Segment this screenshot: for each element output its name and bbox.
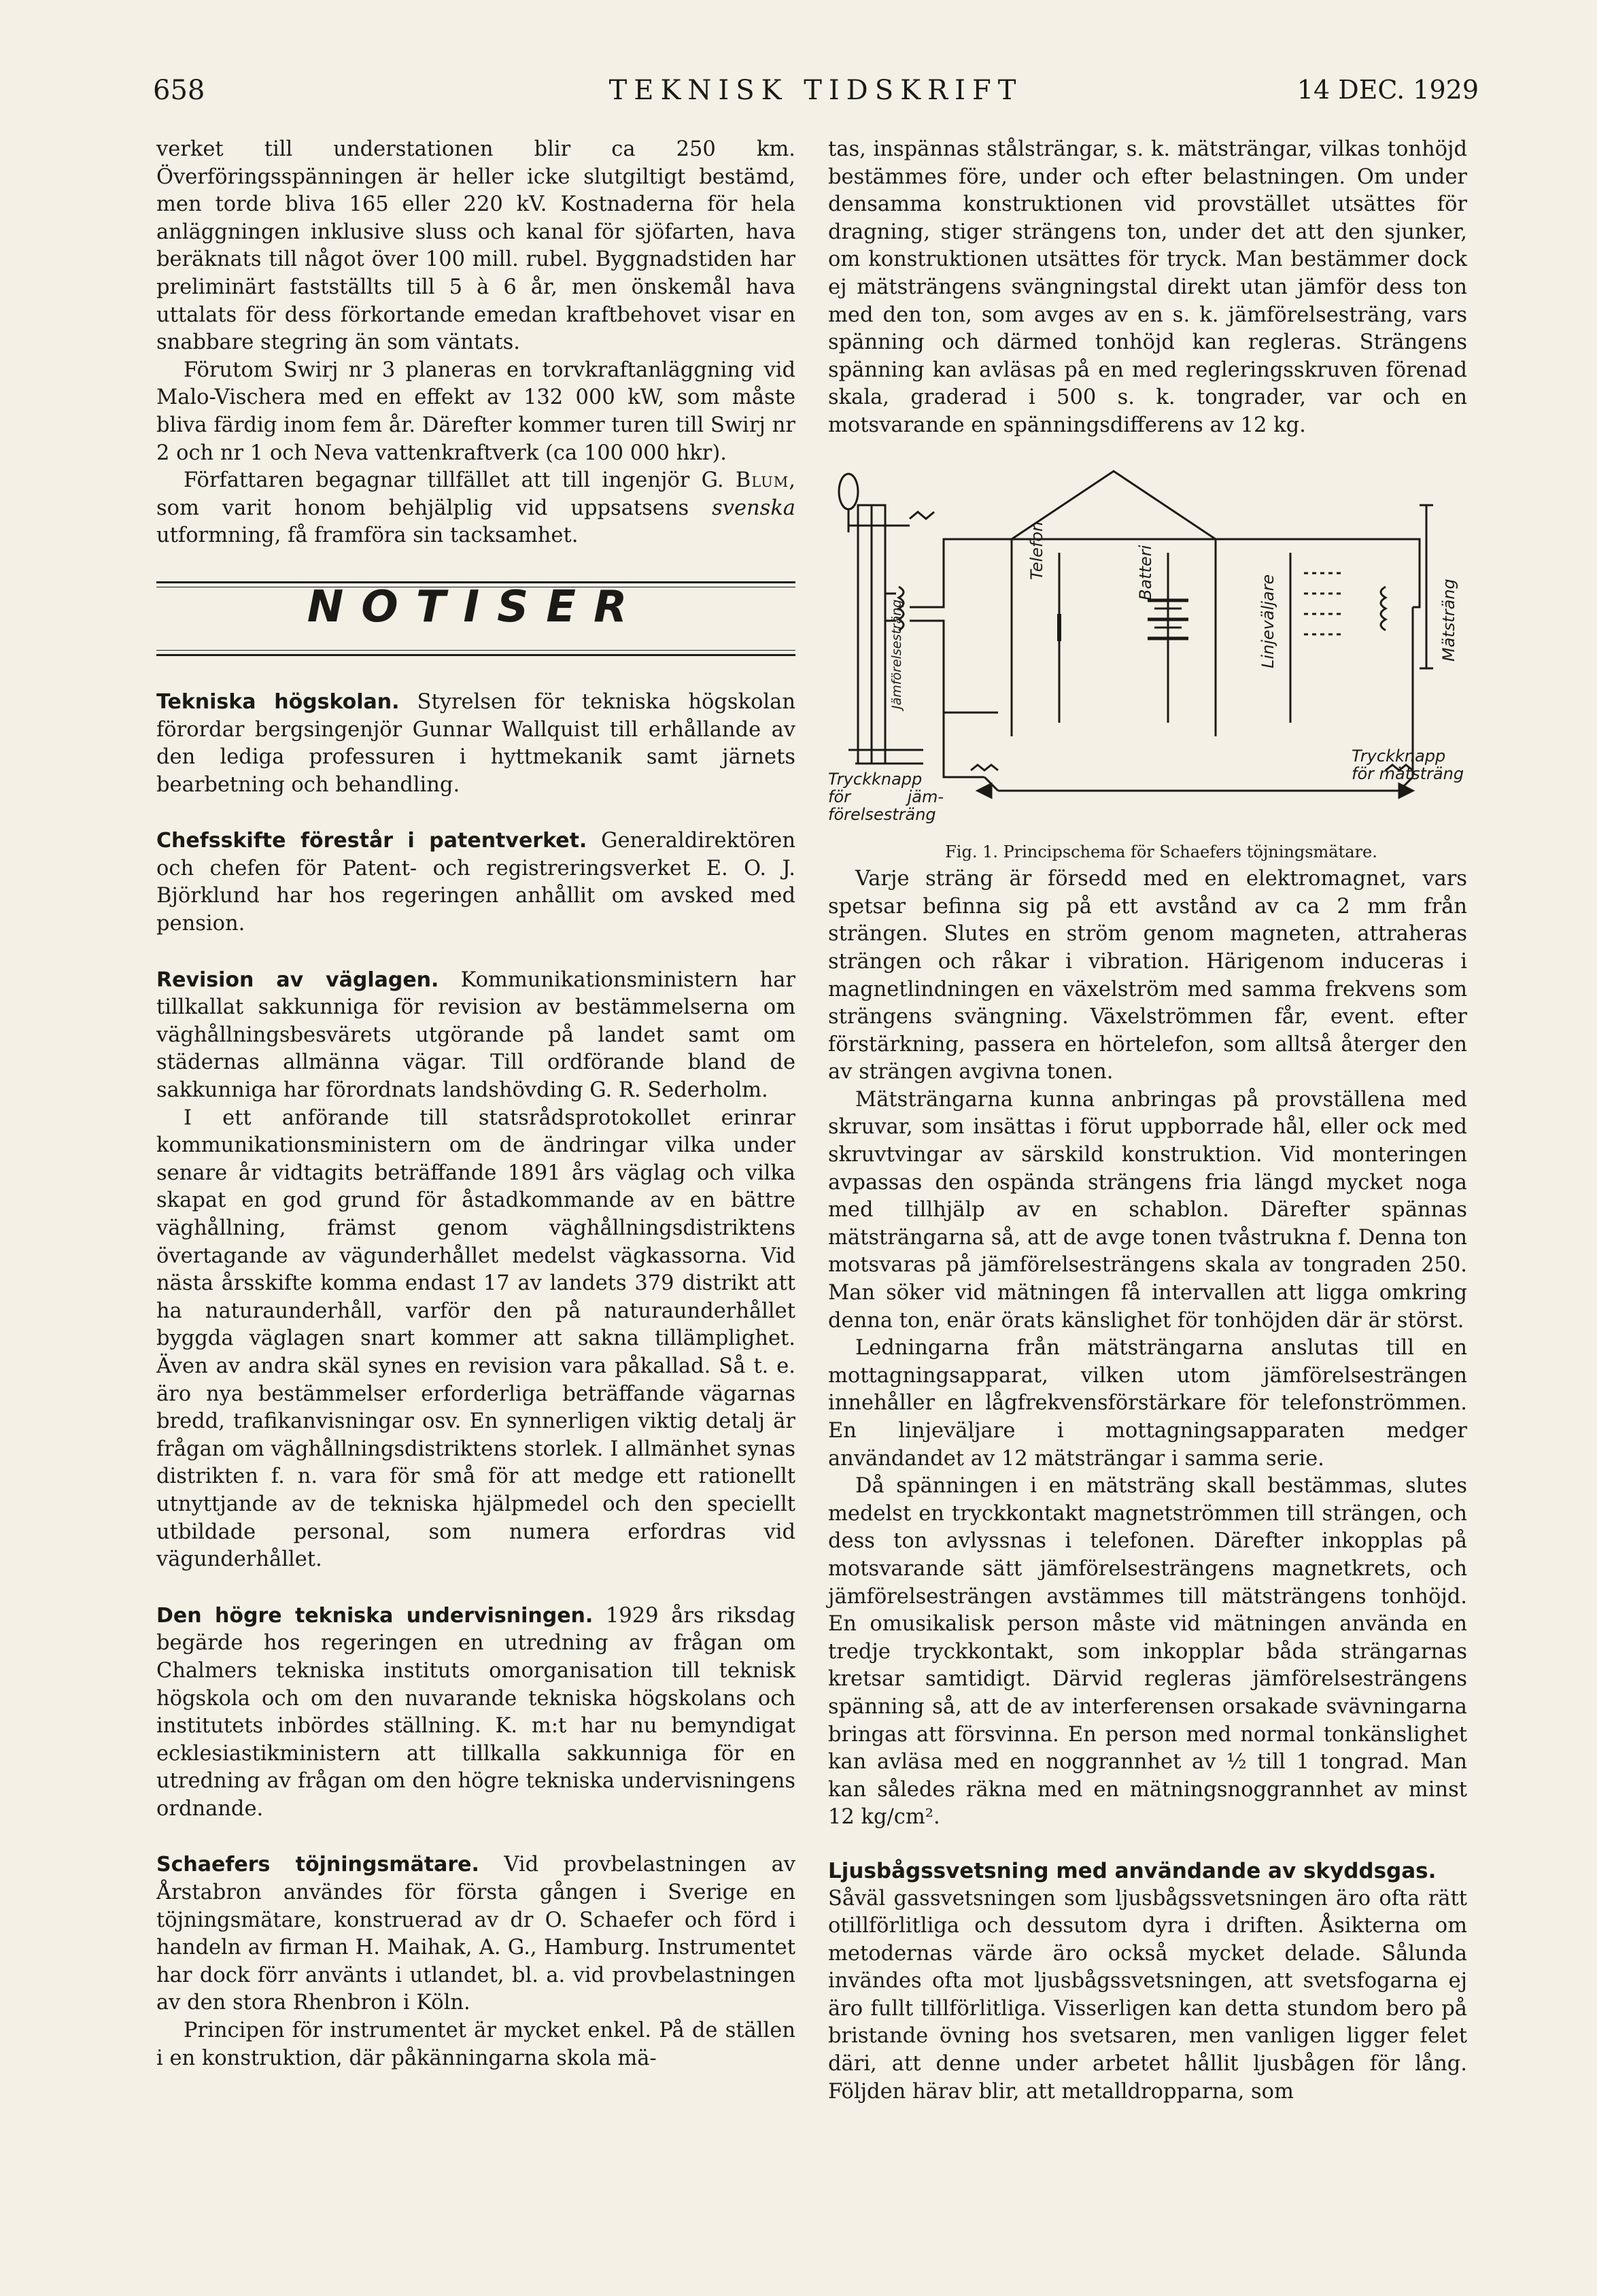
notice-heading: Revision av väglagen.: [156, 967, 439, 992]
paragraph: Förutom Swirj nr 3 planeras en torvkraftanläggning vid Malo-Vischera med en effekt av 132 000 kW, som måste bliva färdig inom fem år. Därefter kommer turen till Swirj nr 2 och nr 1 och Neva vattenkraftverk (ca 100 000 hkr).: [156, 358, 795, 465]
emphasis: svenska: [712, 496, 795, 520]
paragraph: tas, inspännas stålsträngar, s. k. mätsträngar, vilkas tonhöjd bestämmes före, under och efter belastningen. Om under densamma konstruktionen vid provstället utsättes för dragning, stiger strängens ton, under det att den sjunker, om konstruktionen utsättes för tryck. Man bestämmer dock ej mätsträngens svängningstal direkt utan jämför dess ton med den ton, som avges av en s. k. jämförelsesträng, vars spänning och därmed tonhöjd kan regleras. Strängens spänning kan avläsas på en med regleringsskruven förenad skala, graderad i 500 s. k. tongrader, var och en motsvarande en spänningsdifferens av 12 kg.: [828, 137, 1467, 437]
notice-heading: Schaefers töjningsmätare.: [156, 1853, 479, 1877]
push-button-icon: [971, 765, 998, 770]
notice-text: Vid provbelastningen av Årstabron användes för första gången i Sverige en töjningsmätare, konstruerad av dr O. Schaefer och förd i handeln av firman H. Maihak, A. G., Hamburg. Instrumentet har dock förr använts i utlandet, bl. a. vid provbelastningen av den stora Rhenbron i Köln.: [156, 1853, 795, 2015]
notice-heading: Tekniska högskolan.: [156, 689, 400, 714]
figure-caption: Fig. 1. Principschema för Schaefers töjningsmätare.: [945, 842, 1377, 861]
right-column: [828, 136, 1467, 2106]
notice-text: Kommunikationsministern har tillkallat sakkunniga för revision av bestämmelserna om väghållningsbesvärets utgörande på landet samt om städernas allmänna vägar. Till ordförande bland de sakkunniga har förordnats landshövding G. R. Sederholm.: [156, 967, 795, 1103]
paragraph: Varje sträng är försedd med en elektromagnet, vars spetsar befinna sig på ett avstånd av ca 2 mm från strängen. Slutes en ström genom magneten, attraheras strängen och råkar i vibration. Härigenom induceras i magnetlindningen en växelström med samma frekvens som strängens svängning. Växelströmmen får, event. efter förstärkning, passera en hörtelefon, som alltså återger den av strängen avgivna tonen.: [828, 867, 1467, 1084]
label-jamforelsestrang: Jämförelsesträng: [889, 599, 904, 709]
spring-icon: [910, 512, 934, 519]
left-column: [156, 136, 795, 2072]
paragraph: Ledningarna från mätsträngarna anslutas till en mottagningsapparat, vilken utom jämförelsesträngen innehåller en lågfrekvensförstärkare för telefonströmmen. En linjeväljare i mottagningsapparaten medger användandet av 12 mätsträngar i samma serie.: [828, 1336, 1467, 1471]
journal-title: TEKNISK TIDSKRIFT: [608, 75, 1023, 106]
figure-schematic: [828, 451, 1467, 832]
magnet-coil-icon: [1381, 587, 1386, 630]
page-header: [153, 75, 1479, 122]
notice-heading: Den högre tekniska undervisningen.: [156, 1603, 594, 1628]
notice-text: Generaldirektören och chefen för Patent- och registreringsverket E. O. J. Björklund har hos regeringen anhållit om avsked med pension.: [156, 829, 795, 936]
issue-date: 14 DEC. 1929: [1297, 75, 1479, 105]
notice-heading: Chefsskifte förestår i patentverket.: [156, 829, 587, 853]
text-run: Författaren begagnar tillfället att till ingenjör G.: [184, 468, 736, 493]
section-title: NOTISER: [307, 581, 645, 632]
label-tryckknapp-jamfor: Tryckknapp för jäm- förelsesträng: [828, 769, 944, 824]
tuning-knob-icon: [839, 474, 858, 509]
notice-heading: Ljusbågssvetsning med användande av skyddsgas.: [828, 1858, 1437, 1883]
page-number: 658: [153, 75, 205, 106]
text-run: , som varit honom behjälplig vid uppsatsens: [156, 468, 795, 520]
author-name: Blum: [735, 468, 789, 493]
label-tryckknapp-mat: Tryckknapp för mätsträng: [1352, 746, 1464, 783]
label-batteri: Batteri: [1136, 545, 1155, 600]
paragraph: I ett anförande till statsrådsprotokollet erinrar kommunikationsministern om de ändringar vilka under senare år vidtagits beträffande 1891 års väglag och vilka skapat en god grund för åstadkommande av en bättre väghållning, främst genom väghållningsdistriktens övertagande av vägunderhållet medelst vägkassorna. Vid nästa årsskifte komma endast 17 av landets 379 distrikt att ha naturaunderhåll, varför den på naturaunderhållet byggda väglagen snart kommer att sakna tillämplighet. Även av andra skäl synes en revision vara påkallad. Så t. e. äro nya bestämmelser erforderliga beträffande vägarnas bredd, trafikanvisningar osv. En synnerligen viktig detalj är frågan om väghållningsdistriktens storlek. I allmänhet synas distrikten f. n. vara för små för att medge ett rationellt utnyttjande av de tekniska hjälpmedel och den speciellt utbildade personal, som numera erfordras vid vägunderhållet.: [156, 1106, 795, 1572]
notiser-banner: [156, 581, 795, 656]
label-linjevaljare: Linjeväljare: [1258, 574, 1277, 668]
notice-text: 1929 års riksdag begärde hos regeringen en utredning av frågan om Chalmers tekniska instituts omorganisation till teknisk högskola och om den nuvarande tekniska högskolans och institutets inbördes ställning. K. m:t har nu bemyndigat ecklesiastikministern att tillkalla sakkunniga för en utredning av frågan om den högre tekniska undervisningens ordnande.: [156, 1603, 795, 1821]
label-matstrang: Mätsträng: [1439, 578, 1458, 662]
paragraph: Principen för instrumentet är mycket enkel. På de ställen i en konstruktion, där påkänningarna skola mä-: [156, 2019, 795, 2070]
text-run: utformning, få framföra sin tacksamhet.: [156, 524, 579, 548]
paragraph: Såväl gassvetsningen som ljusbågssvetsningen äro ofta rätt otillförlitliga och dessutom dyra i driften. Åsikterna om metodernas värde äro också mycket delade. Sålunda invändes ofta mot ljusbågssvetsningen, att svetsfogarna ej äro fullt tillförlitliga. Visserligen kan detta stundom bero på bristande övning hos svetsaren, men vanligen ligger felet däri, att denne under arbetet hållit ljusbågen för lång. Följden härav blir, att metalldropparna, som: [828, 1886, 1467, 2104]
paragraph: verket till understationen blir ca 250 km. Överföringsspänningen är heller icke slutgiltigt bestämd, men torde bliva 165 eller 220 kV. Kostnaderna för hela anläggningen inklusive sluss och kanal för sjöfarten, hava beräknats till något över 100 mill. rubel. Byggnadstiden har preliminärt fastställts till 5 à 6 år, men önskemål hava uttalats för dess förkortande emedan kraftbehovet visar en snabbare stegring än som väntats.: [156, 137, 795, 355]
label-telefon: Telefon: [1027, 521, 1046, 580]
paragraph: Mätsträngarna kunna anbringas på provställena med skruvar, som insättas i förut uppborrade hål, eller ock med skruvtvingar av särskild konstruktion. Vid monteringen avpassas den ospända strängens fria längd mycket noga med tillhjälp av en schablon. Därefter spännas mätsträngarna så, att de avge tonen tvåstrukna f. Denna ton motsvaras på jämförelsesträngens skala av tongraden 250. Man söker vid mätningen få intervallen att ligga omkring denna ton, enär örats känslighet för tonhöjden där är störst.: [828, 1087, 1467, 1333]
paragraph: Då spänningen i en mätsträng skall bestämmas, slutes medelst en tryckkontakt magnetströmmen till strängen, och dess ton avlyssnas i telefonen. Därefter inkopplas på motsvarande sätt jämförelsesträngens magnetkrets, och jämförelsesträngen avstämmes till mätsträngens tonhöjd. En omusikalisk person måste vid mätningen använda en tredje tryckkontakt, som inkopplar båda strängarnas kretsar samtidigt. Därvid regleras jämförelsesträngens spänning så, att de av interferensen orsakade svävningarna bringas att försvinna. En person med normal tonkänslighet kan avläsa med en noggrannhet av ½ till 1 tongrad. Man kan således räkna med en mätningsnoggrannhet av minst 12 kg/cm².: [828, 1474, 1467, 1830]
paragraph: [156, 467, 795, 550]
notice-text: Styrelsen för tekniska högskolan förordar bergsingenjör Gunnar Wallquist till erhållande av den lediga professuren i hyttmekanik samt järnets bearbetning och behandling.: [156, 689, 796, 797]
